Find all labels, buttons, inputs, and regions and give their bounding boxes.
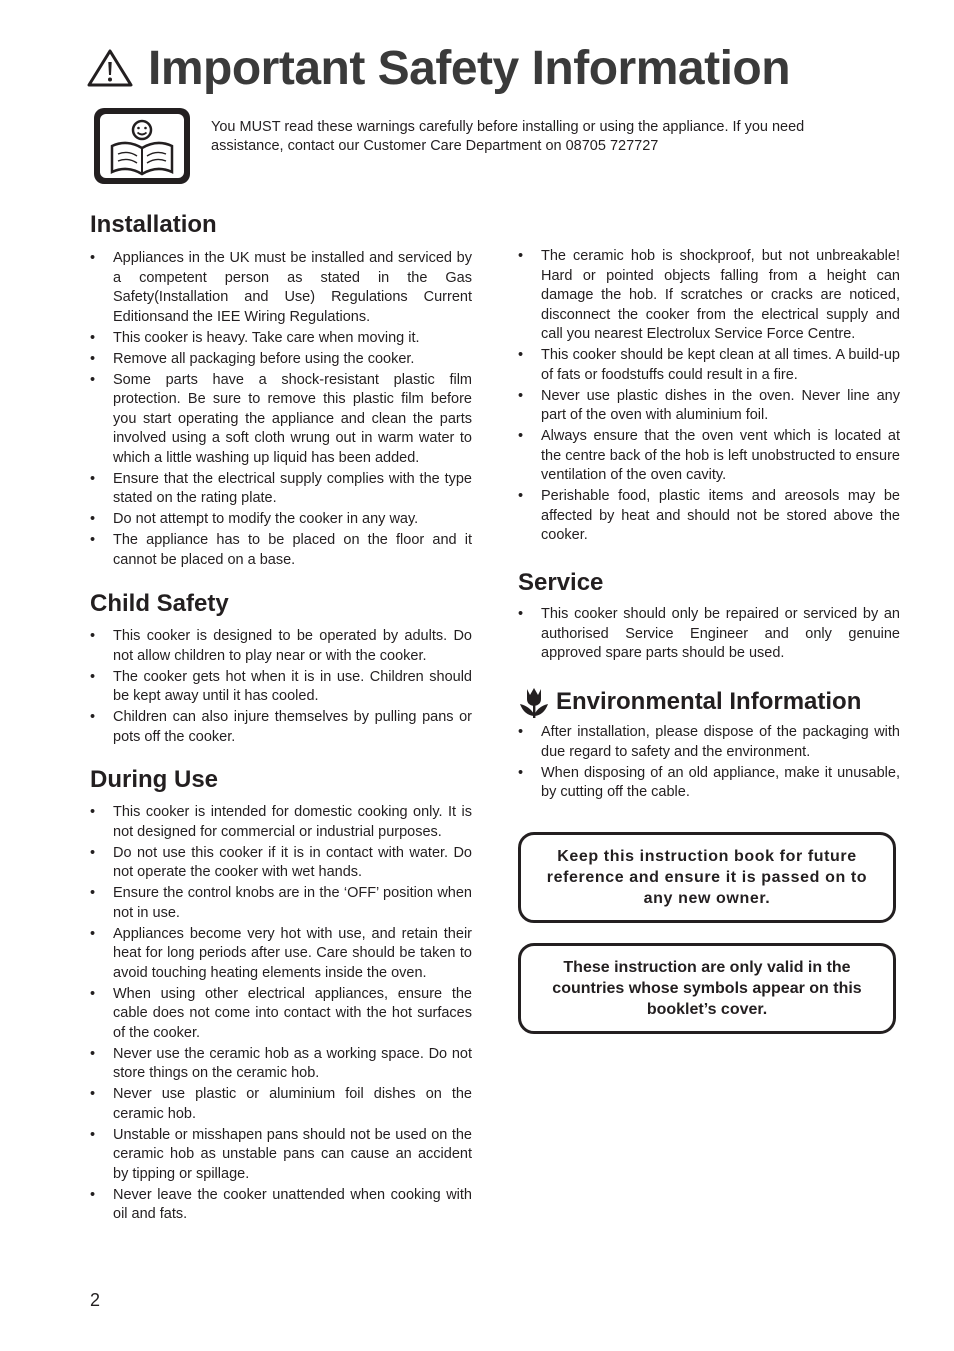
person-reading-book-icon [92, 106, 192, 186]
list-item: • The appliance has to be placed on the floor and it cannot be placed on a base. [90, 531, 472, 570]
installation-section [90, 211, 472, 572]
installation-list [90, 249, 472, 570]
page-title: Important Safety Information [148, 41, 791, 95]
list-item: • The cooker gets hot when it is in use. Children should be kept away until it has cooled. [90, 668, 472, 707]
environmental-heading: Environmental Information [556, 688, 862, 715]
list-item: • Remove all packaging before using the cooker. [90, 350, 472, 370]
list-item: • Ensure the control knobs are in the ‘OFF’ position when not in use. [90, 884, 472, 923]
list-item: • After installation, please dispose of the packaging with due regard to safety and the environment. [518, 723, 900, 762]
tulip-flower-icon [518, 685, 550, 719]
list-item: • Unstable or misshapen pans should not be used on the ceramic hob as unstable pans can cause an accident by tipping or spillage. [90, 1126, 472, 1185]
list-item: • Some parts have a shock-resistant plastic film protection. Be sure to remove this plastic film before you start operating the appliance and clean the parts involved using a soft cloth wrung out in warm water to which a little washing up liquid has been added. [90, 371, 472, 469]
list-item: • Appliances in the UK must be installed and serviced by a competent person as stated in the Gas Safety(Installation and Use) Regulations Current Editionsand the IEE Wiring Regulations. [90, 249, 472, 327]
list-item: • Children can also injure themselves by pulling pans or pots off the cooker. [90, 708, 472, 747]
environmental-section [518, 685, 900, 804]
keep-book-notice: Keep this instruction book for future reference and ensure it is passed on to any new owner. [518, 832, 896, 923]
list-item: • This cooker is heavy. Take care when moving it. [90, 329, 472, 349]
list-item: • When disposing of an old appliance, make it unusable, by cutting off the cable. [518, 764, 900, 803]
child-safety-section [90, 590, 472, 749]
list-item: • Never use plastic dishes in the oven. Never line any part of the oven with aluminium foil. [518, 387, 900, 426]
list-item: • Always ensure that the oven vent which is located at the centre back of the hob is left unobstructed to ensure ventilation of the oven cavity. [518, 427, 900, 486]
environmental-list [518, 723, 900, 803]
list-item: • Never use plastic or aluminium foil dishes on the ceramic hob. [90, 1085, 472, 1124]
intro-text: You MUST read these warnings carefully before installing or using the appliance. If you need assistance, contact our Customer Care Department on 08705 727727 [211, 119, 805, 154]
installation-list-continued [518, 247, 900, 546]
list-item: • Ensure that the electrical supply complies with the type stated on the rating plate. [90, 470, 472, 509]
list-item: • Do not use this cooker if it is in contact with water. Do not operate the cooker with wet hands. [90, 844, 472, 883]
list-item: • This cooker is intended for domestic cooking only. It is not designed for commercial or industrial purposes. [90, 803, 472, 842]
list-item: • Do not attempt to modify the cooker in any way. [90, 510, 472, 530]
child-safety-list [90, 627, 472, 747]
during-use-section [90, 766, 472, 1226]
list-item: • When using other electrical appliances, ensure the cable does not come into contact with the hot surfaces of the cooker. [90, 985, 472, 1044]
list-item: • The ceramic hob is shockproof, but not unbreakable! Hard or pointed objects falling from a height can damage the hob. If scratches or cracks are noticed, disconnect the cooker from the electrical supply and call you nearest Electrolux Service Force Centre. [518, 247, 900, 345]
warning-triangle-icon [86, 48, 134, 88]
during-use-heading: During Use [90, 766, 219, 793]
installation-continued [518, 247, 900, 547]
list-item: • Perishable food, plastic items and areosols may be affected by heat and should not be stored above the cooker. [518, 487, 900, 546]
list-item: • This cooker should only be repaired or serviced by an authorised Service Engineer and only genuine approved spare parts should be used. [518, 605, 900, 664]
list-item: • Never leave the cooker unattended when cooking with oil and fats. [90, 1186, 472, 1225]
list-item: • This cooker should be kept clean at all times. A build-up of fats or foodstuffs could result in a fire. [518, 346, 900, 385]
title-row [86, 38, 790, 98]
list-item: • Never use the ceramic hob as a working space. Do not store things on the ceramic hob. [90, 1045, 472, 1084]
list-item: • Appliances become very hot with use, and retain their heat for long periods after use. Care should be taken to avoid touching heating elements inside the oven. [90, 925, 472, 984]
during-use-list [90, 803, 472, 1225]
service-section [518, 569, 900, 665]
page-number: 2 [90, 1290, 101, 1310]
child-safety-heading: Child Safety [90, 590, 229, 617]
service-heading: Service [518, 569, 604, 596]
environmental-title-row [518, 685, 900, 719]
installation-heading: Installation [90, 211, 217, 238]
service-list [518, 605, 900, 664]
list-item: • This cooker is designed to be operated by adults. Do not allow children to play near or with the cooker. [90, 627, 472, 666]
validity-notice: These instruction are only valid in the countries whose symbols appear on this booklet’s cover. [518, 943, 896, 1034]
